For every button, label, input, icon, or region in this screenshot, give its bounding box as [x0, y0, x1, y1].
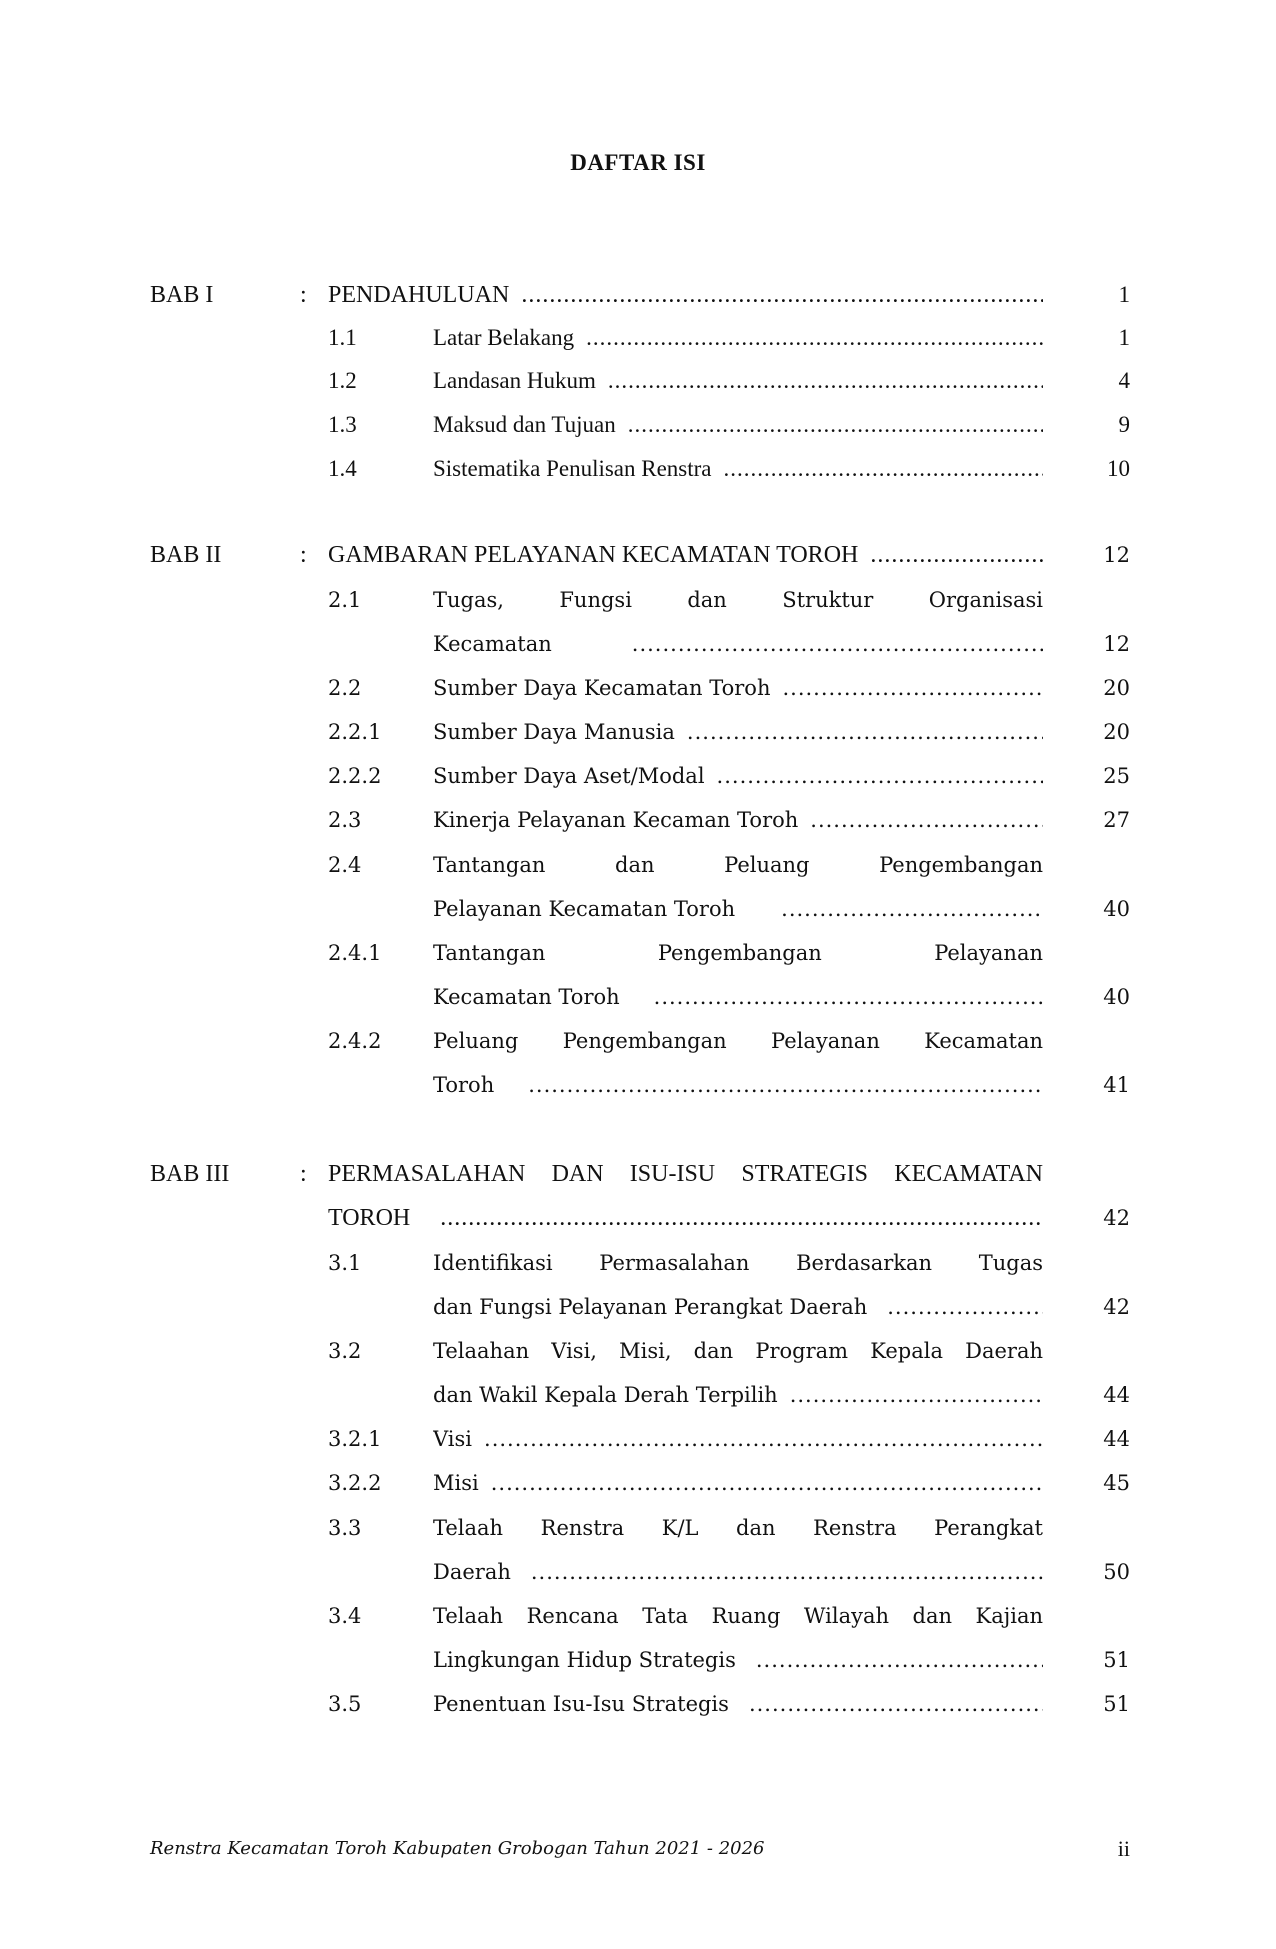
- toc-entry: [433, 1463, 1043, 1503]
- toc-entry: [433, 889, 1043, 929]
- toc-entry: [433, 318, 1043, 358]
- footer-page-number: ii: [1117, 1836, 1130, 1861]
- toc-row-continued: [0, 1552, 1276, 1592]
- toc-row-continued: [0, 977, 1276, 1017]
- toc-row-bab2: [0, 535, 1276, 575]
- toc-page-number: 10: [1107, 456, 1130, 481]
- toc-number: 2.4: [328, 853, 362, 877]
- toc-entry: [433, 405, 1043, 445]
- toc-page-number: 20: [1103, 720, 1130, 744]
- toc-entry: [433, 1552, 1043, 1592]
- dot-leader: [528, 1065, 1043, 1105]
- toc-entry-text-line2: dan Fungsi Pelayanan Perangkat Daerah: [433, 1295, 868, 1319]
- toc-number: 3.4: [328, 1604, 362, 1628]
- toc-entry-text: Latar Belakang: [433, 325, 575, 350]
- toc-entry-text-line1: PERMASALAHAN DAN ISU-ISU STRATEGIS KECAMATAN: [328, 1161, 1043, 1187]
- toc-entry-text-line2: Lingkungan Hidup Strategis: [433, 1648, 736, 1672]
- toc-row: [0, 668, 1276, 708]
- toc-row: [0, 1596, 1276, 1636]
- dot-leader: [586, 318, 1043, 358]
- dot-leader: [717, 756, 1043, 796]
- toc-entry-text-line1: Telaahan Visi, Misi, dan Program Kepala Daerah: [433, 1339, 1043, 1363]
- toc-row-continued: [0, 1287, 1276, 1327]
- toc-entry: [433, 1287, 1043, 1327]
- toc-entry-text-line2: TOROH: [328, 1205, 411, 1231]
- toc-entry: [433, 449, 1043, 489]
- toc-row: [0, 933, 1276, 973]
- toc-entry: [328, 535, 1043, 575]
- dot-leader: [440, 1198, 1043, 1238]
- toc-entry-text-line2: Kecamatan: [433, 632, 552, 656]
- bab-label: BAB II: [150, 542, 222, 568]
- toc-entry: [433, 756, 1043, 796]
- toc-entry-text-line2: Pelayanan Kecamatan Toroh: [433, 897, 736, 921]
- toc-number: 1.4: [328, 456, 357, 481]
- toc-entry: [433, 668, 1043, 708]
- toc-entry-text-line2: Daerah: [433, 1560, 511, 1584]
- toc-page-number: 51: [1103, 1692, 1130, 1716]
- dot-leader: [749, 1684, 1043, 1724]
- toc-row: [0, 361, 1276, 401]
- toc-entry-text-line1: Telaah Rencana Tata Ruang Wilayah dan Kajian: [433, 1604, 1043, 1628]
- toc-page-number: 42: [1103, 1295, 1130, 1319]
- toc-page-number: 20: [1103, 676, 1130, 700]
- toc-entry-text-line1: Peluang Pengembangan Pelayanan Kecamatan: [433, 1029, 1043, 1053]
- toc-entry: [433, 361, 1043, 401]
- dot-leader: [654, 977, 1043, 1017]
- toc-entry-text: Visi: [433, 1427, 473, 1451]
- toc-row-continued: [0, 1640, 1276, 1680]
- dot-leader: [491, 1463, 1043, 1503]
- dot-leader: [484, 1419, 1043, 1459]
- toc-row: [0, 712, 1276, 752]
- dot-leader: [628, 405, 1043, 445]
- toc-number: 3.2: [328, 1339, 362, 1363]
- toc-number: 2.3: [328, 808, 362, 832]
- toc-number: 3.5: [328, 1692, 362, 1716]
- toc-page-number: 45: [1103, 1471, 1130, 1495]
- toc-entry-text: Sumber Daya Kecamatan Toroh: [433, 676, 771, 700]
- toc-row: [0, 405, 1276, 445]
- footer-text: Renstra Kecamatan Toroh Kabupaten Grobogan Tahun 2021 - 2026: [150, 1838, 765, 1859]
- toc-page-number: 27: [1103, 808, 1130, 832]
- toc-number: 2.2.2: [328, 764, 382, 788]
- bab-label: BAB I: [150, 282, 214, 308]
- dot-leader: [724, 449, 1043, 489]
- toc-row: [0, 1021, 1276, 1061]
- dot-leader: [887, 1287, 1043, 1327]
- toc-page-number: 44: [1103, 1383, 1130, 1407]
- toc-row-bab3: [0, 1154, 1276, 1194]
- bab-colon: :: [300, 542, 307, 568]
- toc-entry: [433, 800, 1043, 840]
- dot-leader: [531, 1552, 1043, 1592]
- toc-number: 3.3: [328, 1516, 362, 1540]
- toc-entry-text-line1: Tugas, Fungsi dan Struktur Organisasi: [433, 588, 1043, 612]
- toc-number: 2.4.2: [328, 1029, 382, 1053]
- toc-entry: [328, 275, 1043, 315]
- toc-row: [0, 1684, 1276, 1724]
- toc-page-number: 4: [1118, 368, 1130, 393]
- toc-number: 1.2: [328, 368, 357, 393]
- toc-number: 2.1: [328, 588, 362, 612]
- toc-entry-text: Misi: [433, 1471, 479, 1495]
- toc-entry-text: Sumber Daya Manusia: [433, 720, 675, 744]
- toc-entry-text: Maksud dan Tujuan: [433, 412, 616, 437]
- toc-row: [0, 1508, 1276, 1548]
- toc-number: 2.2.1: [328, 720, 382, 744]
- toc-row: [0, 845, 1276, 885]
- toc-entry-text-line2: Kecamatan Toroh: [433, 985, 620, 1009]
- toc-row: [0, 800, 1276, 840]
- page-title: DAFTAR ISI: [570, 150, 706, 175]
- toc-row-continued: [0, 1198, 1276, 1238]
- dot-leader: [521, 275, 1043, 315]
- toc-row: [0, 1243, 1276, 1283]
- toc-row: [0, 449, 1276, 489]
- dot-leader: [756, 1640, 1043, 1680]
- toc-entry-text-line1: Telaah Renstra K/L dan Renstra Perangkat: [433, 1516, 1043, 1540]
- toc-page-number: 9: [1118, 412, 1130, 437]
- toc-entry: [328, 1198, 1043, 1238]
- toc-number: 3.2.1: [328, 1427, 382, 1451]
- toc-row: [0, 1331, 1276, 1371]
- toc-row: [0, 318, 1276, 358]
- toc-entry-text: Sistematika Penulisan Renstra: [433, 456, 712, 481]
- toc-entry-text: Sumber Daya Aset/Modal: [433, 764, 705, 788]
- toc-row-continued: [0, 1065, 1276, 1105]
- dot-leader: [810, 800, 1043, 840]
- toc-entry: [433, 712, 1043, 752]
- toc-row-continued: [0, 889, 1276, 929]
- toc-row: [0, 1463, 1276, 1503]
- toc-entry: [433, 1065, 1043, 1105]
- toc-entry: [433, 977, 1043, 1017]
- toc-page-number: 25: [1103, 764, 1130, 788]
- toc-number: 1.3: [328, 412, 357, 437]
- toc-row-continued: [0, 1375, 1276, 1415]
- dot-leader: [781, 889, 1043, 929]
- dot-leader: [632, 624, 1043, 664]
- dot-leader: [687, 712, 1043, 752]
- toc-number: 2.2: [328, 676, 362, 700]
- dot-leader: [870, 535, 1043, 575]
- dot-leader: [782, 668, 1043, 708]
- toc-row-bab1: [0, 275, 1276, 315]
- toc-number: 2.4.1: [328, 941, 382, 965]
- toc-entry-text: Kinerja Pelayanan Kecaman Toroh: [433, 808, 799, 832]
- toc-row-continued: [0, 624, 1276, 664]
- toc-page-number: 44: [1103, 1427, 1130, 1451]
- toc-entry-text: GAMBARAN PELAYANAN KECAMATAN TOROH: [328, 542, 859, 568]
- dot-leader: [790, 1375, 1043, 1415]
- toc-page-number: 1: [1118, 282, 1130, 307]
- toc-number: 3.2.2: [328, 1471, 382, 1495]
- toc-entry: [433, 1375, 1043, 1415]
- toc-entry: [433, 1640, 1043, 1680]
- toc-row: [0, 1419, 1276, 1459]
- toc-row: [0, 756, 1276, 796]
- toc-number: 1.1: [328, 325, 357, 350]
- toc-page-number: 50: [1103, 1560, 1130, 1584]
- toc-page-number: 42: [1103, 1206, 1130, 1230]
- toc-row: [0, 580, 1276, 620]
- toc-number: 3.1: [328, 1251, 362, 1275]
- toc-page-number: 51: [1103, 1648, 1130, 1672]
- toc-entry-text-line2: Toroh: [433, 1073, 495, 1097]
- bab-colon: :: [300, 282, 307, 308]
- toc-entry-text-line2: dan Wakil Kepala Derah Terpilih: [433, 1383, 778, 1407]
- bab-colon: :: [300, 1161, 307, 1187]
- toc-entry: [433, 1419, 1043, 1459]
- toc-entry-text-line1: Tantangan dan Peluang Pengembangan: [433, 853, 1043, 877]
- dot-leader: [608, 361, 1043, 401]
- toc-page-number: 40: [1103, 985, 1130, 1009]
- toc-page-number: 12: [1103, 543, 1130, 567]
- toc-entry: [433, 1684, 1043, 1724]
- toc-entry-text-line1: Identifikasi Permasalahan Berdasarkan Tugas: [433, 1251, 1043, 1275]
- toc-entry-text: Penentuan Isu-Isu Strategis: [433, 1692, 729, 1716]
- toc-entry: [433, 624, 1043, 664]
- bab-label: BAB III: [150, 1161, 230, 1187]
- toc-entry-text-line1: Tantangan Pengembangan Pelayanan: [433, 941, 1043, 965]
- toc-entry-text: PENDAHULUAN: [328, 282, 510, 308]
- toc-page-number: 41: [1103, 1073, 1130, 1097]
- toc-page-number: 1: [1118, 325, 1130, 350]
- toc-entry-text: Landasan Hukum: [433, 368, 596, 393]
- toc-page-number: 12: [1103, 632, 1130, 656]
- toc-page-number: 40: [1103, 897, 1130, 921]
